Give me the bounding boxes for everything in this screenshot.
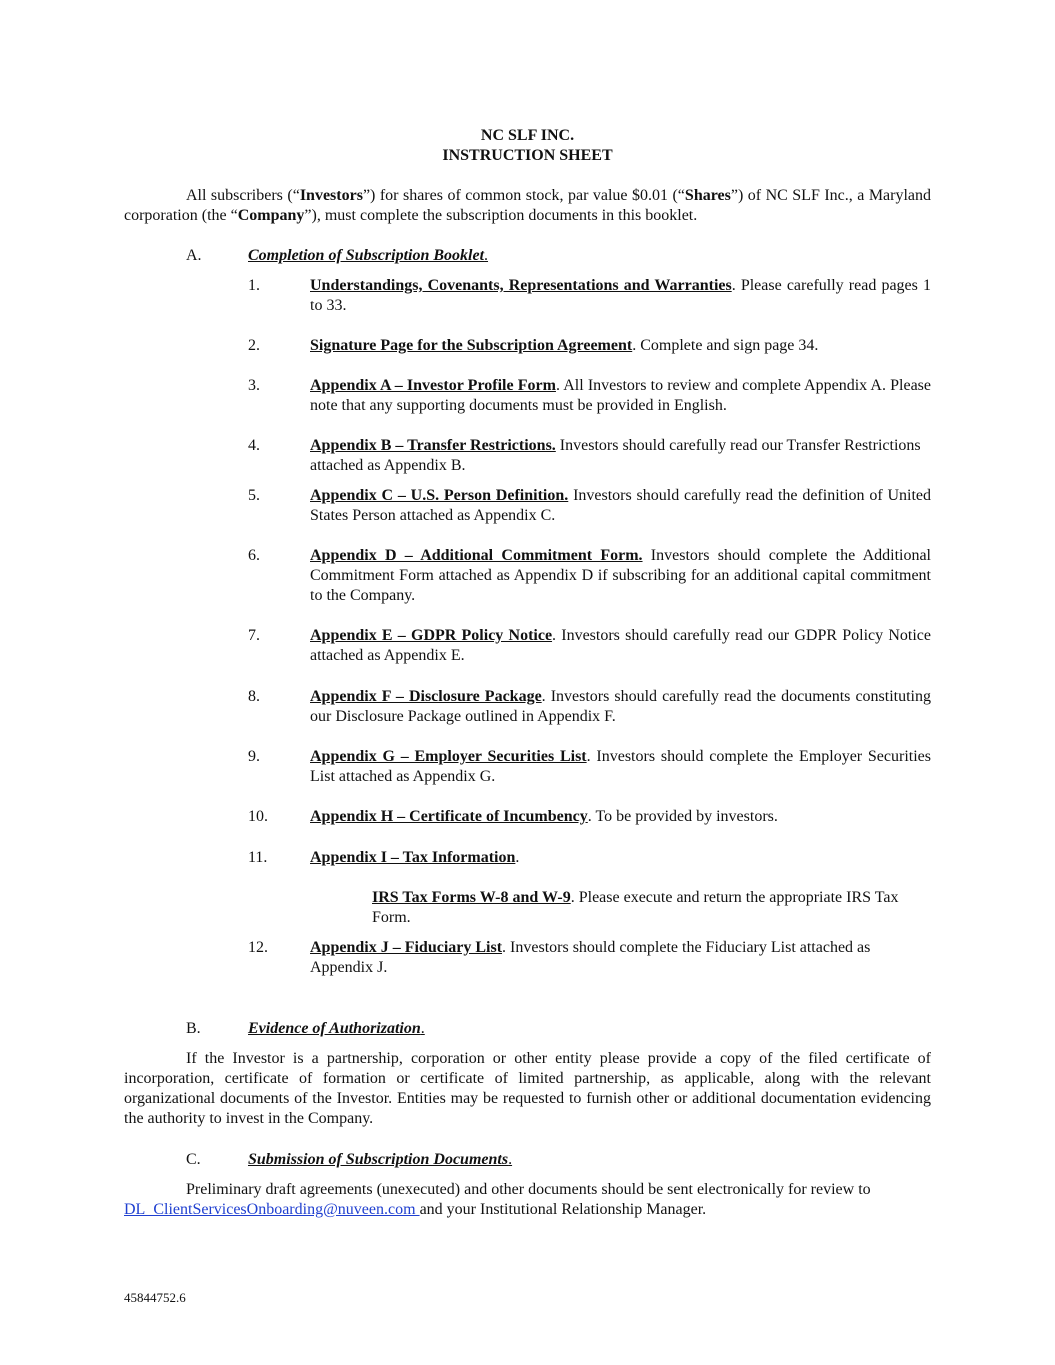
- company-name: NC SLF INC.: [480, 127, 575, 144]
- item-label: Appendix F – Disclosure Package: [310, 688, 542, 705]
- submission-text-before: Preliminary draft agreements (unexecuted) and other documents should be sent electronically for review to: [186, 1181, 871, 1198]
- item-label: Appendix H – Certificate of Incumbency: [310, 808, 588, 825]
- item-body: [310, 848, 931, 868]
- intro-paragraph: [124, 186, 931, 226]
- section-a-heading: [248, 246, 488, 266]
- item-number: 7.: [248, 627, 260, 644]
- item-text: Investors should carefully read the definition of United States Person attached as Appendix C.: [310, 487, 932, 524]
- intro-text-2: ”) for shares of common stock, par value $0.01 (“: [362, 187, 685, 204]
- item-number: 11.: [248, 849, 268, 866]
- intro-text-1: All subscribers (“: [186, 187, 300, 204]
- section-c-heading: [248, 1150, 512, 1170]
- item-body: [310, 807, 931, 827]
- section-b-heading-text: Evidence of Authorization: [248, 1020, 421, 1037]
- item-body: [310, 938, 931, 978]
- item-label: Appendix J – Fiduciary List: [310, 939, 503, 956]
- document-number: 45844752.6: [124, 1290, 186, 1305]
- item-text: . Investors should carefully read our GDPR Policy Notice attached as Appendix E.: [310, 627, 931, 664]
- item-body: [310, 747, 931, 787]
- item-text: . Investors should carefully read the documents constituting our Disclosure Package outlined in Appendix F.: [310, 688, 931, 725]
- item-label: Appendix C – U.S. Person Definition.: [310, 487, 569, 504]
- item-text: Investors should carefully read our Transfer Restrictions attached as Appendix B.: [310, 437, 921, 474]
- item-number: 2.: [248, 337, 260, 354]
- section-b-heading: [248, 1019, 425, 1039]
- item-label: Understandings, Covenants, Representations and Warranties: [310, 277, 732, 294]
- intro-term-company: Company: [237, 207, 305, 224]
- document-title: [124, 126, 931, 166]
- item-body: [310, 336, 931, 356]
- irs-tax-forms-subitem: [372, 888, 917, 928]
- item-number: 1.: [248, 277, 260, 294]
- item-text: . Please carefully read pages 1 to 33.: [310, 277, 932, 314]
- item-label: Appendix B – Transfer Restrictions.: [310, 437, 556, 454]
- item-label: Appendix A – Investor Profile Form: [310, 377, 556, 394]
- intro-term-investors: Investors: [299, 187, 363, 204]
- section-b-letter: B.: [186, 1020, 201, 1037]
- item-body: [310, 626, 931, 666]
- item-number: 3.: [248, 377, 260, 394]
- item-text: . To be provided by investors.: [587, 808, 778, 825]
- authorization-paragraph: If the Investor is a partnership, corporation or other entity please provide a copy of the filed certificate of incorporation, certificate of formation or certificate of limited partnership, as applicable, along with the relevant organizational documents of the Investor. Entities may be requested to furnish other or additional documentation evidencing the authority to invest in the Company.: [124, 1050, 931, 1127]
- item-text: . Investors should complete the Fiduciary List attached as Appendix J.: [310, 939, 871, 976]
- item-body: [310, 486, 931, 526]
- onboarding-email-link[interactable]: DL_ClientServicesOnboarding@nuveen.com: [124, 1201, 420, 1218]
- item-body: [310, 687, 931, 727]
- item-text: Investors should complete the Additional Commitment Form attached as Appendix D if subscribing for an additional capital commitment to the Company.: [310, 547, 932, 604]
- intro-text-3: ”) of NC SLF Inc., a Maryland corporation (the “: [124, 187, 932, 224]
- item-number: 6.: [248, 547, 260, 564]
- item-number: 8.: [248, 688, 260, 705]
- submission-paragraph: [124, 1180, 931, 1220]
- item-text: . Investors should complete the Employer Securities List attached as Appendix G.: [310, 748, 932, 785]
- item-number: 9.: [248, 748, 260, 765]
- sheet-title: INSTRUCTION SHEET: [442, 147, 613, 164]
- intro-text-4: ”), must complete the subscription documents in this booklet.: [304, 207, 698, 224]
- item-label: Appendix I – Tax Information: [310, 849, 516, 866]
- irs-label: IRS Tax Forms W-8 and W-9: [372, 889, 571, 906]
- section-c-letter: C.: [186, 1151, 201, 1168]
- section-c-heading-text: Submission of Subscription Documents: [248, 1151, 509, 1168]
- section-a-letter: A.: [186, 247, 202, 264]
- intro-term-shares: Shares: [684, 187, 731, 204]
- item-body: [310, 276, 931, 316]
- item-label: Appendix G – Employer Securities List: [310, 748, 587, 765]
- item-text: . All Investors to review and complete Appendix A. Please note that any supporting documents must be provided in English.: [310, 377, 932, 414]
- item-body: [310, 546, 931, 606]
- item-body: [310, 376, 931, 416]
- item-number: 10.: [248, 808, 268, 825]
- submission-text-after: and your Institutional Relationship Manager.: [419, 1201, 707, 1218]
- item-number: 12.: [248, 939, 268, 956]
- item-body: [310, 436, 931, 476]
- section-c-heading-tail: .: [508, 1151, 513, 1168]
- section-a-heading-tail: .: [484, 247, 489, 264]
- section-a-heading-text: Completion of Subscription Booklet: [248, 247, 485, 264]
- irs-text: . Please execute and return the appropriate IRS Tax Form.: [372, 889, 899, 926]
- item-label: Appendix D – Additional Commitment Form.: [310, 547, 643, 564]
- section-b-heading-tail: .: [420, 1020, 425, 1037]
- item-number: 4.: [248, 437, 260, 454]
- item-label: Signature Page for the Subscription Agreement: [310, 337, 633, 354]
- item-label: Appendix E – GDPR Policy Notice: [310, 627, 553, 644]
- item-text: .: [515, 849, 520, 866]
- item-number: 5.: [248, 487, 260, 504]
- item-text: . Complete and sign page 34.: [632, 337, 819, 354]
